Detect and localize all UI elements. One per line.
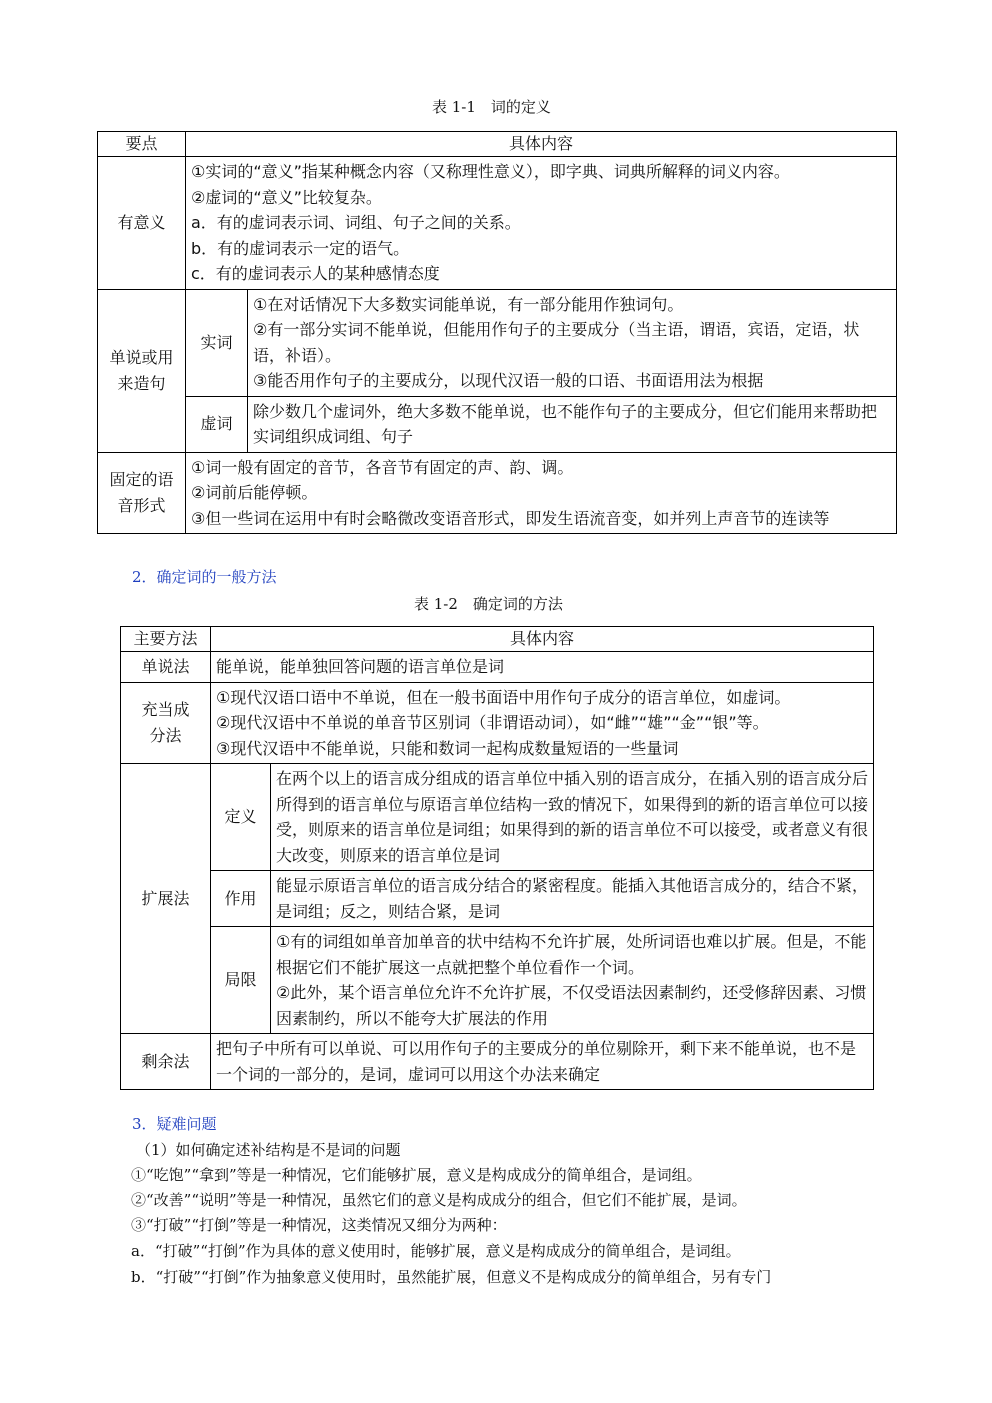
table-row — [121, 927, 874, 1034]
cell-content: 能单说，能单独回答问题的语言单位是词 — [211, 652, 874, 683]
table-row — [98, 396, 897, 452]
table1 — [97, 131, 897, 534]
content-line: ②有一部分实词不能单说，但能用作句子的主要成分（当主语，谓语，宾语，定语，状语，补语）。 — [253, 320, 860, 365]
table2-header-content: 具体内容 — [211, 627, 874, 652]
content-line: ②现代汉语中不单说的单音节区别词（非谓语动词），如“雌”“雄”“金”“银”等。 — [216, 713, 769, 732]
row-label: 扩展法 — [121, 764, 211, 1034]
paragraph-line: b．“打破”“打倒”作为抽象意义使用时，虽然能扩展，但意义不是构成成分的简单组合，另有专门 — [131, 1268, 772, 1286]
paragraph-line: ③“打破”“打倒”等是一种情况，这类情况又细分为两种： — [131, 1216, 507, 1234]
cell-content — [271, 927, 874, 1034]
paragraph-line: ①“吃饱”“拿到”等是一种情况，它们能够扩展，意义是构成成分的简单组合，是词组。 — [131, 1166, 702, 1184]
content-line: ①实词的“意义”指某种概念内容（又称理性意义），即字典、词典所解释的词义内容。 — [191, 162, 790, 181]
table-row — [98, 157, 897, 290]
content-line: ①有的词组如单音加单音的状中结构不允许扩展，处所词语也难以扩展。但是，不能根据它们不能扩展这一点就把整个单位看作一个词。 — [276, 932, 867, 977]
paragraph-line: a．“打破”“打倒”作为具体的意义使用时，能够扩展，意义是构成成分的简单组合，是词组。 — [131, 1242, 741, 1260]
cell-content: 在两个以上的语言成分组成的语言单位中插入别的语言成分，在插入别的语言成分后所得到的语言单位与原语言单位结构一致的情况下，如果得到的新的语言单位可以接受，则原来的语言单位是词组；如果得到的新的语言单位不可以接受，或者意义有很大改变，则原来的语言单位是词 — [271, 764, 874, 871]
content-line: ①在对话情况下大多数实词能单说，有一部分能用作独词句。 — [253, 294, 684, 314]
sub-label: 作用 — [211, 871, 271, 927]
table1-caption: 表 1-1 词的定义 — [432, 98, 551, 116]
table-row — [121, 871, 874, 927]
cell-content — [186, 157, 897, 290]
table-row — [121, 1034, 874, 1090]
row-label: 单说法 — [121, 652, 211, 683]
sub-label: 定义 — [211, 764, 271, 871]
sub-label: 实词 — [186, 289, 248, 396]
row-label: 剩余法 — [121, 1034, 211, 1090]
table-row — [98, 289, 897, 396]
content-line: a．有的虚词表示词、词组、句子之间的关系。 — [191, 213, 521, 232]
table2-caption: 表 1-2 确定词的方法 — [414, 595, 563, 613]
section2-heading: 2．确定词的一般方法 — [132, 568, 277, 586]
table-row — [121, 682, 874, 764]
paragraph-line: （1）如何确定述补结构是不是词的问题 — [136, 1141, 401, 1159]
table2 — [120, 626, 874, 1090]
content-line: ③现代汉语中不能单说，只能和数词一起构成数量短语的一些量词 — [216, 738, 679, 758]
cell-content: 能显示原语言单位的语言成分结合的紧密程度。能插入其他语言成分的，结合不紧，是词组；反之，则结合紧，是词 — [271, 871, 874, 927]
cell-content — [211, 682, 874, 764]
content-line: ①现代汉语口语中不单说，但在一般书面语中用作句子成分的语言单位，如虚词。 — [216, 687, 791, 707]
cell-content — [186, 452, 897, 534]
cell-content — [248, 289, 897, 396]
row-label: 有意义 — [98, 157, 186, 290]
table-row — [98, 452, 897, 534]
row-label: 单说或用来造句 — [98, 289, 186, 452]
content-line: ②虚词的“意义”比较复杂。 — [191, 187, 382, 207]
cell-content: 除少数几个虚词外，绝大多数不能单说，也不能作句子的主要成分，但它们能用来帮助把实词组织成词组、句子 — [248, 396, 897, 452]
row-label: 充当成分法 — [121, 682, 211, 764]
table2-header-method: 主要方法 — [121, 627, 211, 652]
content-line: c．有的虚词表示人的某种感情态度 — [191, 264, 440, 283]
content-line: ①词一般有固定的音节，各音节有固定的声、韵、调。 — [191, 457, 574, 477]
section3-heading: 3．疑难问题 — [132, 1115, 217, 1133]
content-line: ②词前后能停顿。 — [191, 483, 318, 502]
table-row — [121, 652, 874, 683]
row-label: 固定的语音形式 — [98, 452, 186, 534]
content-line: ②此外，某个语言单位允许不允许扩展，不仅受语法因素制约，还受修辞因素、习惯因素制约，所以不能夸大扩展法的作用 — [276, 983, 867, 1028]
table-row — [121, 764, 874, 871]
content-line: ③能否用作句子的主要成分，以现代汉语一般的口语、书面语用法为根据 — [253, 371, 764, 390]
content-line: ③但一些词在运用中有时会略微改变语音形式，即发生语流音变，如并列上声音节的连读等 — [191, 508, 830, 528]
table1-header-content: 具体内容 — [186, 132, 897, 157]
cell-content: 把句子中所有可以单说、可以用作句子的主要成分的单位剔除开，剩下来不能单说，也不是一个词的一部分的，是词，虚词可以用这个办法来确定 — [211, 1034, 874, 1090]
paragraph-line: ②“改善”“说明”等是一种情况，虽然它们的意义是构成成分的组合，但它们不能扩展，是词。 — [131, 1191, 747, 1209]
content-line: b．有的虚词表示一定的语气。 — [191, 238, 410, 258]
table1-header-key: 要点 — [98, 132, 186, 157]
sub-label: 局限 — [211, 927, 271, 1034]
sub-label: 虚词 — [186, 396, 248, 452]
